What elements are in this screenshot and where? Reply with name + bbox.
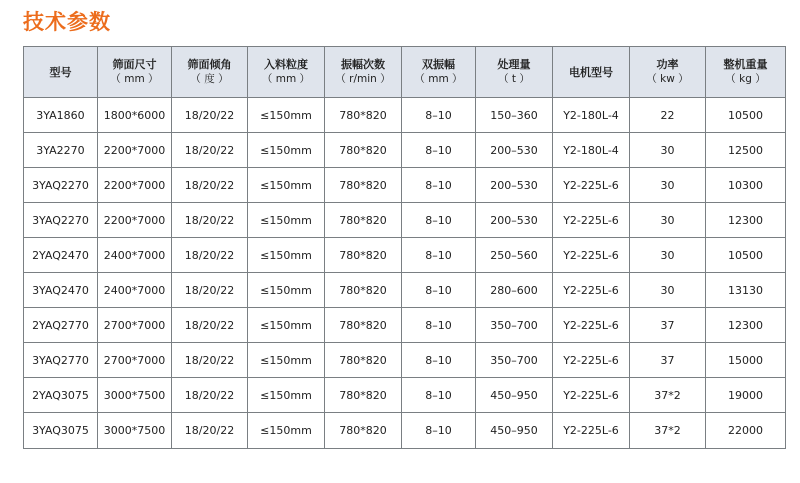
table-cell: 10500 — [706, 238, 786, 273]
table-cell: 18/20/22 — [172, 203, 248, 238]
table-row — [24, 238, 786, 273]
table-cell: 2200*7000 — [98, 203, 172, 238]
table-cell: Y2-225L-6 — [553, 238, 630, 273]
table-cell: 780*820 — [325, 98, 402, 133]
table-row — [24, 203, 786, 238]
table-cell: 18/20/22 — [172, 343, 248, 378]
table-cell: 150–360 — [476, 98, 553, 133]
table-cell: 3YAQ2470 — [24, 273, 98, 308]
table-cell: 8–10 — [402, 168, 476, 203]
table-row — [24, 98, 786, 133]
table-cell: 780*820 — [325, 238, 402, 273]
table-cell: 2400*7000 — [98, 238, 172, 273]
table-cell: Y2-225L-6 — [553, 413, 630, 449]
column-label: 整机重量 — [723, 58, 768, 71]
table-cell: 8–10 — [402, 308, 476, 343]
table-cell: Y2-225L-6 — [553, 343, 630, 378]
table-row — [24, 343, 786, 378]
table-cell: 37 — [630, 343, 706, 378]
table-cell: 280–600 — [476, 273, 553, 308]
table-cell: 12300 — [706, 203, 786, 238]
table-cell: 200–530 — [476, 203, 553, 238]
column-unit: （ mm ） — [110, 73, 159, 85]
column-label: 电机型号 — [569, 65, 613, 79]
column-unit: （ kw ） — [646, 73, 689, 85]
table-cell: 200–530 — [476, 168, 553, 203]
table-cell: ≤150mm — [248, 98, 325, 133]
column-unit: （ r/min ） — [335, 73, 391, 85]
table-cell: 19000 — [706, 378, 786, 413]
column-header — [24, 47, 98, 98]
table-cell: 3YA1860 — [24, 98, 98, 133]
table-cell: Y2-225L-6 — [553, 378, 630, 413]
table-cell: ≤150mm — [248, 273, 325, 308]
table-cell: 18/20/22 — [172, 413, 248, 449]
table-cell: 2700*7000 — [98, 343, 172, 378]
table-cell: 18/20/22 — [172, 238, 248, 273]
column-header — [402, 47, 476, 98]
table-cell: 18/20/22 — [172, 133, 248, 168]
table-cell: ≤150mm — [248, 343, 325, 378]
table-cell: 8–10 — [402, 273, 476, 308]
column-unit: （ kg ） — [725, 73, 766, 85]
table-cell: 350–700 — [476, 343, 553, 378]
table-cell: Y2-225L-6 — [553, 308, 630, 343]
table-cell: 22 — [630, 98, 706, 133]
column-unit: （ t ） — [498, 73, 530, 85]
table-cell: 2YAQ3075 — [24, 378, 98, 413]
column-header — [553, 47, 630, 98]
table-body — [24, 98, 786, 449]
column-label: 型号 — [49, 65, 72, 79]
column-label: 入料粒度 — [264, 58, 308, 71]
table-cell: 3YAQ3075 — [24, 413, 98, 449]
table-cell: ≤150mm — [248, 413, 325, 449]
table-cell: 18/20/22 — [172, 308, 248, 343]
table-cell: Y2-225L-6 — [553, 168, 630, 203]
column-header — [98, 47, 172, 98]
table-cell: 8–10 — [402, 413, 476, 449]
table-cell: 780*820 — [325, 133, 402, 168]
table-cell: 37*2 — [630, 413, 706, 449]
table-row — [24, 413, 786, 449]
table-cell: ≤150mm — [248, 378, 325, 413]
table-cell: 780*820 — [325, 203, 402, 238]
column-header — [325, 47, 402, 98]
section-title: 技术参数 — [23, 10, 111, 34]
table-cell: 450–950 — [476, 378, 553, 413]
table-cell: 2700*7000 — [98, 308, 172, 343]
column-header — [706, 47, 786, 98]
table-cell: 12500 — [706, 133, 786, 168]
table-cell: 30 — [630, 168, 706, 203]
table-cell: 30 — [630, 203, 706, 238]
table-header — [24, 47, 786, 98]
table-cell: 780*820 — [325, 413, 402, 449]
table-cell: 18/20/22 — [172, 98, 248, 133]
column-unit: （ mm ） — [261, 73, 311, 85]
table-cell: 450–950 — [476, 413, 553, 449]
column-unit: （ 度 ） — [190, 73, 229, 85]
table-cell: 3000*7500 — [98, 378, 172, 413]
table-cell: 15000 — [706, 343, 786, 378]
table-cell: 2400*7000 — [98, 273, 172, 308]
table-cell: Y2-225L-6 — [553, 273, 630, 308]
column-header — [172, 47, 248, 98]
table-cell: 3YAQ2270 — [24, 203, 98, 238]
table-cell: 8–10 — [402, 343, 476, 378]
header-row — [24, 47, 786, 98]
table-cell: 780*820 — [325, 378, 402, 413]
table-cell: 3YA2270 — [24, 133, 98, 168]
table-row — [24, 378, 786, 413]
column-header — [476, 47, 553, 98]
column-header — [248, 47, 325, 98]
column-label: 处理量 — [497, 58, 531, 71]
table-cell: 8–10 — [402, 378, 476, 413]
table-cell: 30 — [630, 238, 706, 273]
table-row — [24, 308, 786, 343]
table-cell: ≤150mm — [248, 133, 325, 168]
table-cell: 8–10 — [402, 133, 476, 168]
table-cell: ≤150mm — [248, 203, 325, 238]
spec-table — [23, 46, 786, 449]
table-cell: Y2-225L-6 — [553, 203, 630, 238]
table-cell: 8–10 — [402, 203, 476, 238]
column-label: 功率 — [656, 58, 679, 71]
table-cell: 18/20/22 — [172, 378, 248, 413]
table-cell: 2200*7000 — [98, 168, 172, 203]
table-cell: 37*2 — [630, 378, 706, 413]
table-cell: Y2-180L-4 — [553, 98, 630, 133]
table-cell: 13130 — [706, 273, 786, 308]
table-row — [24, 133, 786, 168]
table-cell: ≤150mm — [248, 308, 325, 343]
column-unit: （ mm ） — [414, 73, 463, 85]
table-cell: 18/20/22 — [172, 273, 248, 308]
table-cell: 780*820 — [325, 273, 402, 308]
table-cell: 2200*7000 — [98, 133, 172, 168]
table-cell: 2YAQ2470 — [24, 238, 98, 273]
table-cell: 37 — [630, 308, 706, 343]
column-label: 双振幅 — [422, 58, 455, 71]
table-cell: 30 — [630, 133, 706, 168]
table-cell: 10300 — [706, 168, 786, 203]
table-cell: 2YAQ2770 — [24, 308, 98, 343]
table-cell: 8–10 — [402, 98, 476, 133]
table-cell: 10500 — [706, 98, 786, 133]
table-row — [24, 168, 786, 203]
table-cell: 780*820 — [325, 343, 402, 378]
table-cell: 3YAQ2270 — [24, 168, 98, 203]
table-cell: 780*820 — [325, 168, 402, 203]
table-cell: 18/20/22 — [172, 168, 248, 203]
column-header — [630, 47, 706, 98]
table-cell: ≤150mm — [248, 168, 325, 203]
table-row — [24, 273, 786, 308]
table-cell: 200–530 — [476, 133, 553, 168]
column-label: 筛面尺寸 — [112, 58, 157, 71]
table-cell: 3000*7500 — [98, 413, 172, 449]
table-cell: ≤150mm — [248, 238, 325, 273]
column-label: 振幅次数 — [341, 58, 385, 71]
table-cell: Y2-180L-4 — [553, 133, 630, 168]
table-cell: 3YAQ2770 — [24, 343, 98, 378]
column-label: 筛面倾角 — [187, 58, 232, 71]
table-cell: 12300 — [706, 308, 786, 343]
table-cell: 350–700 — [476, 308, 553, 343]
table-cell: 22000 — [706, 413, 786, 449]
table-cell: 250–560 — [476, 238, 553, 273]
table-cell: 30 — [630, 273, 706, 308]
table-cell: 780*820 — [325, 308, 402, 343]
table-cell: 8–10 — [402, 238, 476, 273]
table-cell: 1800*6000 — [98, 98, 172, 133]
